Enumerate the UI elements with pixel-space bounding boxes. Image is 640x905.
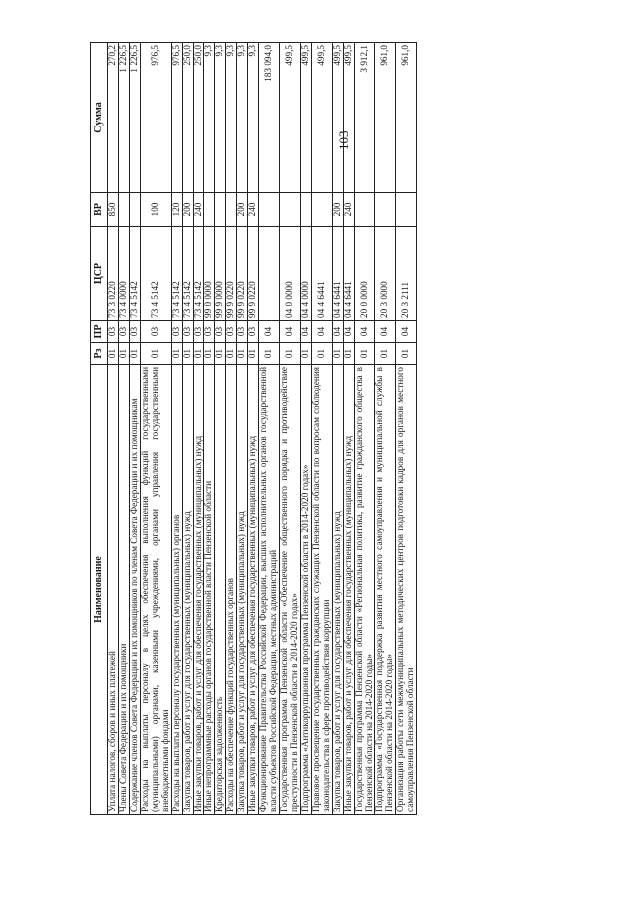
table-row [215, 43, 226, 815]
table-row [226, 43, 237, 815]
cell-name: Расходы на выплаты персоналу государственных (муниципальных) органов [171, 365, 182, 815]
cell-csr: 04 0 0000 [280, 227, 301, 321]
cell-rz: 01 [332, 343, 343, 365]
cell-pr: 04 [354, 321, 375, 343]
cell-sum: 961,0 [396, 43, 417, 193]
cell-rz: 01 [237, 343, 248, 365]
table-body [108, 43, 417, 815]
cell-sum: 499,5 [343, 43, 354, 193]
cell-pr: 03 [193, 321, 204, 343]
header-pr: ПР [91, 321, 108, 343]
cell-name: Правовое просвещение государственных гражданских служащих Пензенской области по вопросам соблюдения законодательства в сфере противодействия коррупции [311, 365, 332, 815]
cell-sum: 3 912,1 [354, 43, 375, 193]
cell-vr [375, 193, 396, 227]
table-row [140, 43, 171, 815]
cell-vr: 200 [332, 193, 343, 227]
cell-sum: 9,3 [237, 43, 248, 193]
table-row [396, 43, 417, 815]
cell-sum: 250,0 [182, 43, 193, 193]
cell-rz: 01 [248, 343, 259, 365]
table-row [129, 43, 140, 815]
cell-rz: 01 [108, 343, 119, 365]
cell-vr: 200 [182, 193, 193, 227]
table-row [248, 43, 259, 815]
cell-sum: 9,3 [226, 43, 237, 193]
cell-pr: 04 [375, 321, 396, 343]
cell-rz: 01 [226, 343, 237, 365]
cell-csr: 73 4 5142 [171, 227, 182, 321]
table-row [171, 43, 182, 815]
header-vr: ВР [91, 193, 108, 227]
cell-name: Члены Совета Федерации и их помощники [118, 365, 129, 815]
cell-pr: 04 [311, 321, 332, 343]
table-row [108, 43, 119, 815]
cell-vr [354, 193, 375, 227]
cell-name: Функционирование Правительства Российской Федерации, высших исполнительных органов государственной власти субъектов Российской Федерации, местных администраций [259, 365, 280, 815]
table-row [332, 43, 343, 815]
cell-pr: 03 [129, 321, 140, 343]
cell-name: Государственная программа Пензенской области «Региональная политика, развитие гражданского общества в Пензенской области на 2014-2020 годы» [354, 365, 375, 815]
cell-pr: 04 [300, 321, 311, 343]
cell-pr: 03 [237, 321, 248, 343]
cell-name: Подпрограмма «Антикоррупционная программа Пензенской области в 2014-2020 годах» [300, 365, 311, 815]
table-row [204, 43, 215, 815]
cell-csr: 20 0 0000 [354, 227, 375, 321]
cell-sum: 9,3 [215, 43, 226, 193]
cell-csr [259, 227, 280, 321]
table-row [311, 43, 332, 815]
cell-vr [280, 193, 301, 227]
cell-name: Уплата налогов, сборов и иных платежей [108, 365, 119, 815]
cell-sum: 499,5 [280, 43, 301, 193]
table-row [375, 43, 396, 815]
table-row [280, 43, 301, 815]
cell-csr: 99 9 0000 [215, 227, 226, 321]
cell-pr: 04 [259, 321, 280, 343]
cell-name: Закупка товаров, работ и услуг для государственных (муниципальных) нужд [182, 365, 193, 815]
header-sum: Сумма [91, 43, 108, 193]
cell-pr: 03 [215, 321, 226, 343]
cell-vr [300, 193, 311, 227]
cell-csr: 99 9 0220 [237, 227, 248, 321]
cell-rz: 01 [396, 343, 417, 365]
header-csr: ЦСР [91, 227, 108, 321]
cell-rz: 01 [354, 343, 375, 365]
cell-name: Закупка товаров, работ и услуг для государственных (муниципальных) нужд [332, 365, 343, 815]
cell-vr [259, 193, 280, 227]
table-row [354, 43, 375, 815]
cell-name: Расходы на выплаты персоналу в целях обеспечения выполнения функций государственными (муниципальными) органами, казенными учреждениями, органами управления государственными внебюджетными фондами [140, 365, 171, 815]
budget-table [90, 42, 417, 815]
table-row [259, 43, 280, 815]
cell-vr: 200 [237, 193, 248, 227]
cell-rz: 01 [375, 343, 396, 365]
cell-rz: 01 [193, 343, 204, 365]
cell-pr: 03 [182, 321, 193, 343]
cell-rz: 01 [343, 343, 354, 365]
cell-csr: 99 9 0220 [248, 227, 259, 321]
cell-rz: 01 [129, 343, 140, 365]
cell-name: Иные закупки товаров, работ и услуг для обеспечения государственных (муниципальных) нужд [193, 365, 204, 815]
cell-csr: 73 4 0000 [118, 227, 129, 321]
cell-name: Организация работы сети межмуниципальных методических центров подготовки кадров для органов местного самоуправления Пензенской области [396, 365, 417, 815]
cell-vr: 120 [171, 193, 182, 227]
cell-pr: 03 [140, 321, 171, 343]
cell-rz: 01 [204, 343, 215, 365]
cell-rz: 01 [140, 343, 171, 365]
cell-rz: 01 [215, 343, 226, 365]
cell-sum: 9,3 [204, 43, 215, 193]
page-number: 103 [336, 130, 351, 150]
cell-name: Кредиторская задолженность [215, 365, 226, 815]
cell-name: Подпрограмма «Государственная поддержка развития местного самоуправления и муниципальной службы в Пензенской области на 2014-2020 годы» [375, 365, 396, 815]
cell-csr: 04 4 0000 [300, 227, 311, 321]
cell-pr: 03 [118, 321, 129, 343]
cell-csr: 73 3 0220 [108, 227, 119, 321]
cell-sum: 183 094,0 [259, 43, 280, 193]
table-row [343, 43, 354, 815]
cell-name: Содержание членов Совета Федерации и их помощников по членам Совета Федерации и их помощникам [129, 365, 140, 815]
cell-pr: 04 [332, 321, 343, 343]
cell-vr: 100 [140, 193, 171, 227]
header-rz: Рз [91, 343, 108, 365]
cell-vr: 240 [343, 193, 354, 227]
cell-csr: 99 9 0220 [226, 227, 237, 321]
cell-rz: 01 [280, 343, 301, 365]
cell-pr: 03 [108, 321, 119, 343]
cell-vr [226, 193, 237, 227]
table-row [237, 43, 248, 815]
table-row [300, 43, 311, 815]
cell-pr: 04 [396, 321, 417, 343]
cell-csr: 20 3 2111 [396, 227, 417, 321]
cell-pr: 03 [204, 321, 215, 343]
cell-sum: 976,5 [171, 43, 182, 193]
cell-pr: 03 [248, 321, 259, 343]
cell-rz: 01 [118, 343, 129, 365]
cell-vr [311, 193, 332, 227]
header-name: Наименование [91, 365, 108, 815]
cell-csr: 99 0 0000 [204, 227, 215, 321]
cell-rz: 01 [311, 343, 332, 365]
cell-vr [118, 193, 129, 227]
cell-vr: 240 [193, 193, 204, 227]
cell-rz: 01 [259, 343, 280, 365]
cell-name: Расходы на обеспечение функций государственных органов [226, 365, 237, 815]
cell-csr: 04 4 6441 [343, 227, 354, 321]
cell-vr: 240 [248, 193, 259, 227]
cell-vr [204, 193, 215, 227]
table-row [193, 43, 204, 815]
cell-rz: 01 [182, 343, 193, 365]
cell-name: Иные закупки товаров, работ и услуг для обеспечения государственных (муниципальных) нужд [343, 365, 354, 815]
budget-table-wrapper [90, 43, 417, 815]
cell-sum: 1 226,5 [118, 43, 129, 193]
cell-name: Иные закупки товаров, работ и услуг для обеспечения государственных (муниципальных) нужд [248, 365, 259, 815]
cell-sum: 499,5 [300, 43, 311, 193]
cell-rz: 01 [171, 343, 182, 365]
table-row [182, 43, 193, 815]
cell-pr: 04 [343, 321, 354, 343]
cell-pr: 03 [226, 321, 237, 343]
cell-sum: 9,3 [248, 43, 259, 193]
cell-rz: 01 [300, 343, 311, 365]
cell-vr [396, 193, 417, 227]
cell-sum: 499,5 [332, 43, 343, 193]
cell-csr: 73 4 5142 [129, 227, 140, 321]
cell-sum: 250,0 [193, 43, 204, 193]
cell-sum: 961,0 [375, 43, 396, 193]
cell-csr: 04 4 6441 [332, 227, 343, 321]
cell-pr: 04 [280, 321, 301, 343]
cell-pr: 03 [171, 321, 182, 343]
cell-name: Государственная программа Пензенской области «Обеспечение общественного порядка и противодействие преступности в Пензенской области в 2014-2020 годах» [280, 365, 301, 815]
cell-vr: 850 [108, 193, 119, 227]
cell-vr [215, 193, 226, 227]
table-row [118, 43, 129, 815]
table-header-row [91, 43, 108, 815]
cell-name: Закупка товаров, работ и услуг для государственных (муниципальных) нужд [237, 365, 248, 815]
cell-sum: 1 226,5 [129, 43, 140, 193]
cell-csr: 20 3 0000 [375, 227, 396, 321]
cell-vr [129, 193, 140, 227]
cell-name: Иные непрограммные расходы органов государственной власти Пензенской области [204, 365, 215, 815]
cell-csr: 73 4 5142 [182, 227, 193, 321]
cell-sum: 499,5 [311, 43, 332, 193]
cell-csr: 73 4 5142 [140, 227, 171, 321]
cell-sum: 270,2 [108, 43, 119, 193]
cell-sum: 976,5 [140, 43, 171, 193]
cell-csr: 04 4 6441 [311, 227, 332, 321]
cell-csr: 73 4 5142 [193, 227, 204, 321]
